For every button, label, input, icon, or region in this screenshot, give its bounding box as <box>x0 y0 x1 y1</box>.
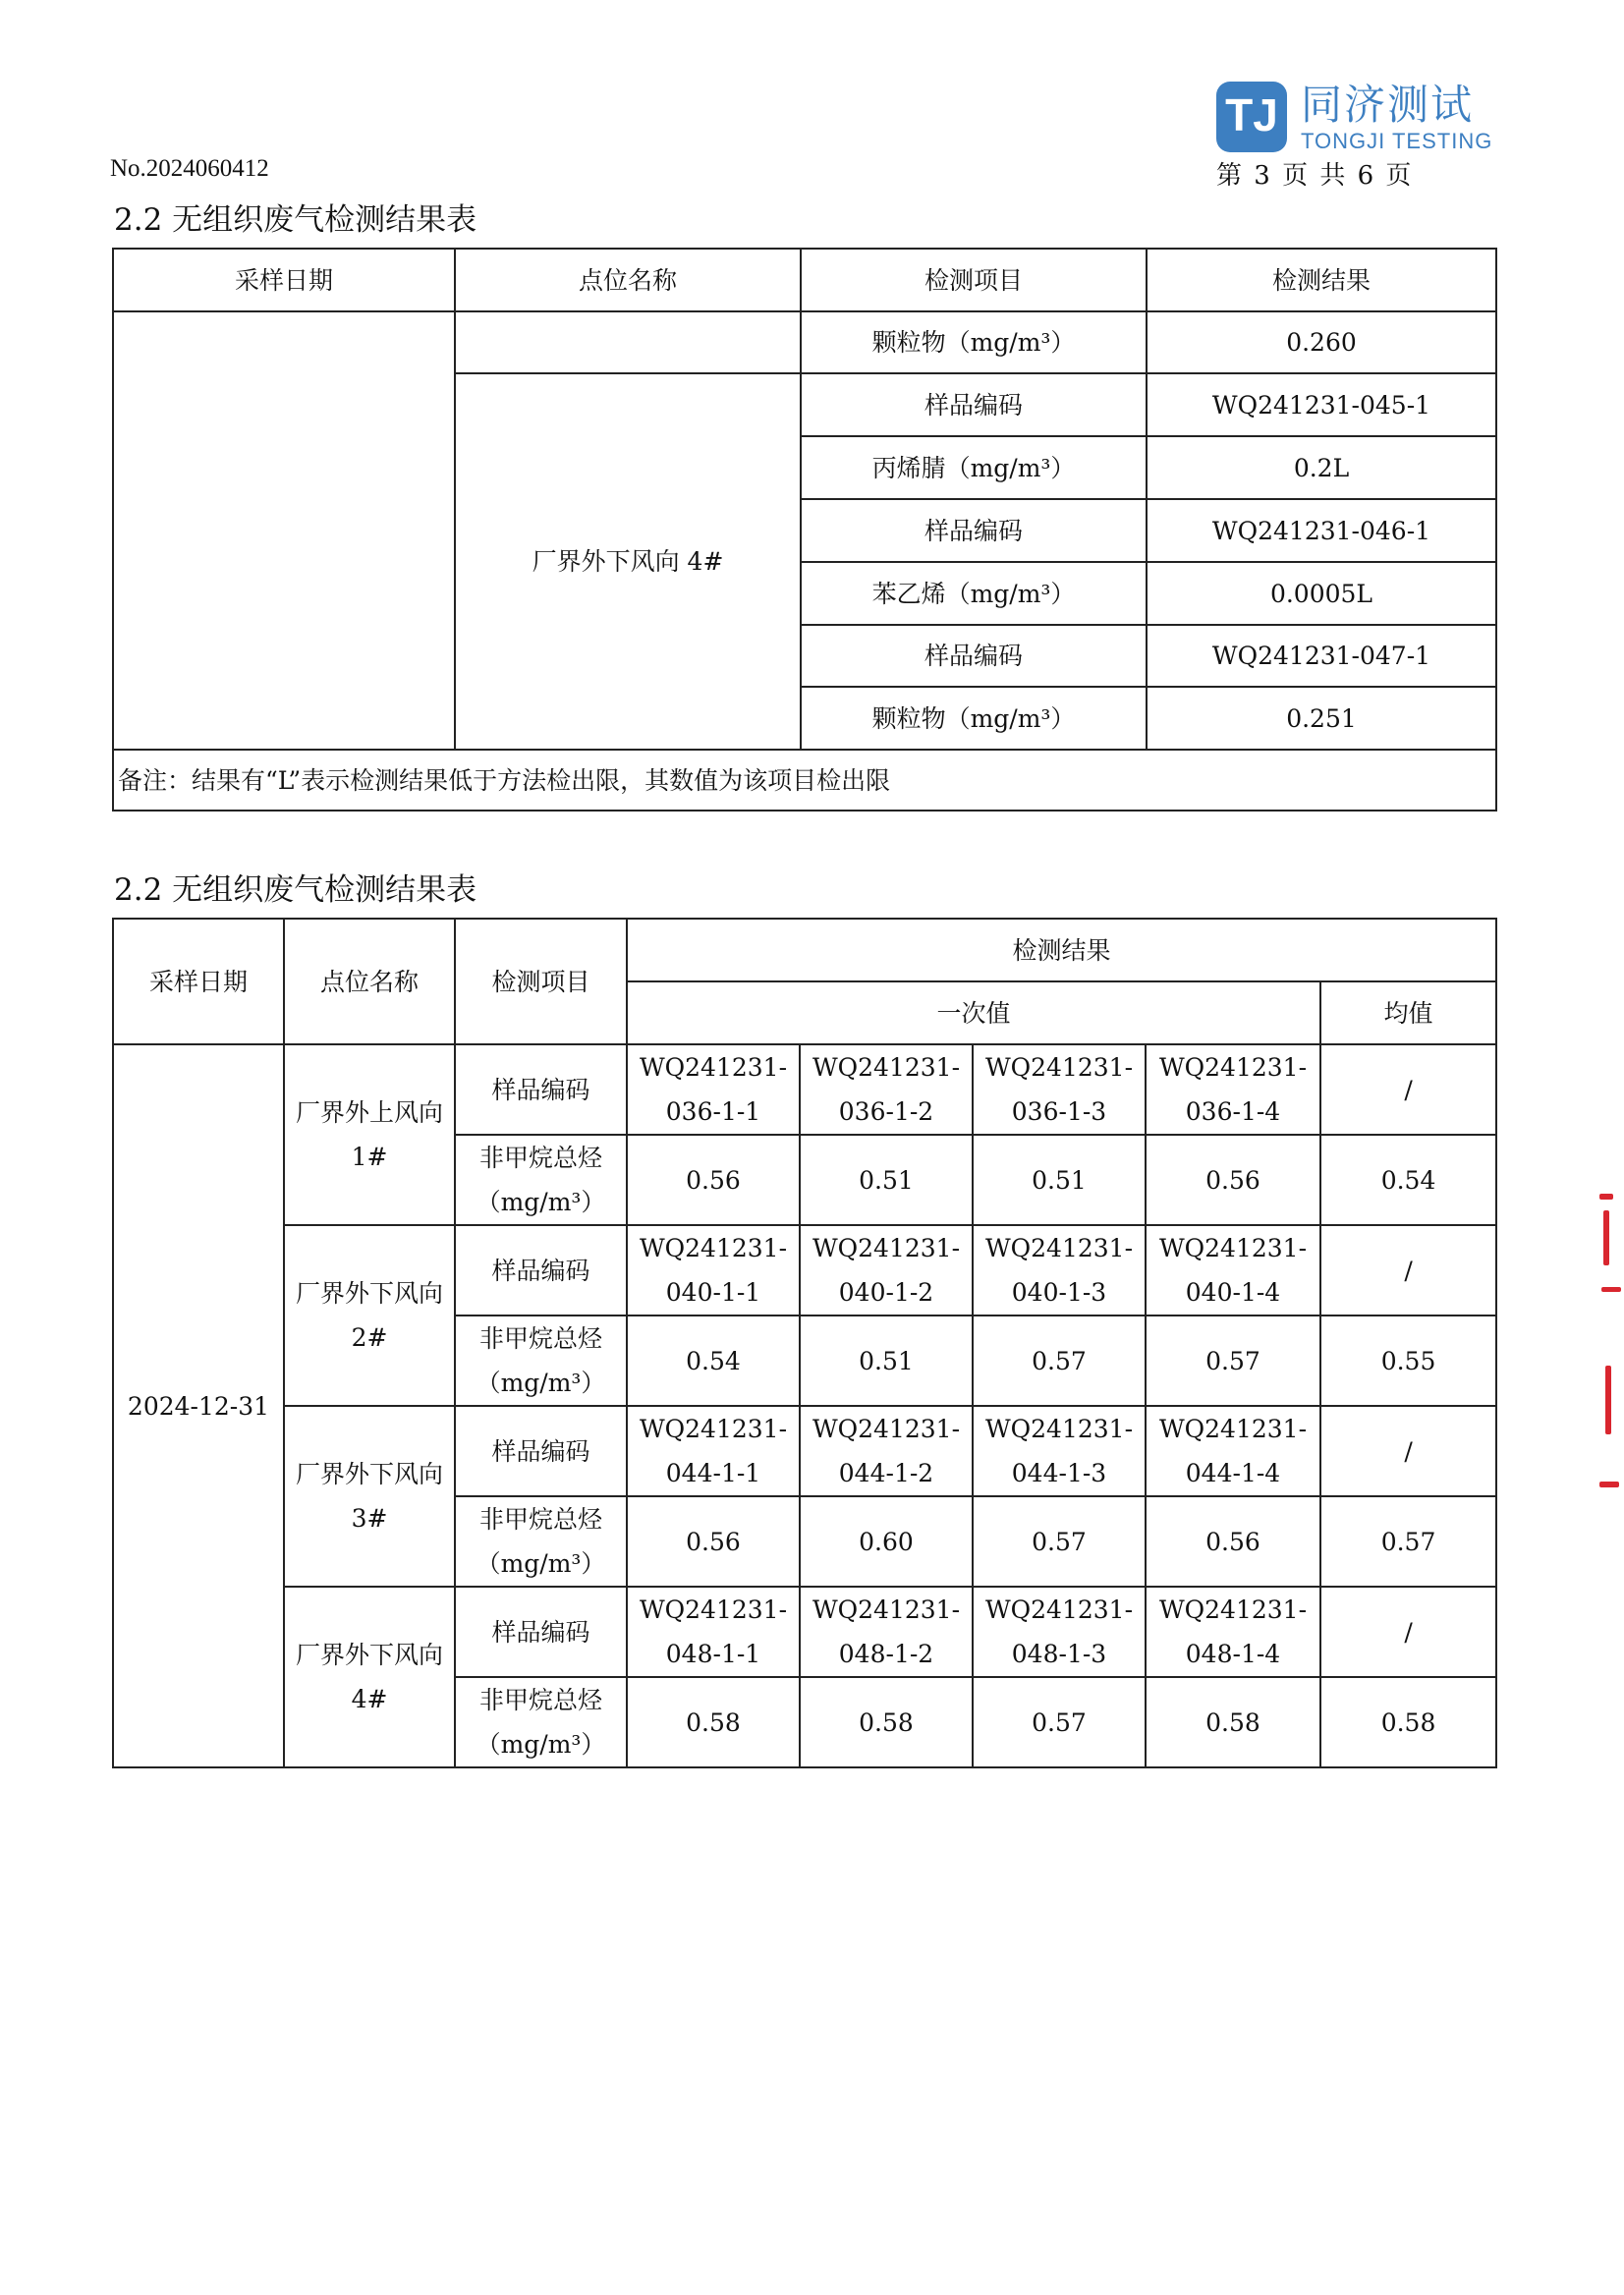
avg-cell: 0.58 <box>1320 1677 1496 1767</box>
location-line-2: 4# <box>351 1685 388 1713</box>
report-number: No.2024060412 <box>110 155 269 182</box>
table2-item-cell <box>455 1135 627 1225</box>
table1-note-row <box>113 750 1496 811</box>
location-line-1: 厂界外上风向 <box>295 1098 443 1127</box>
code-line-1: WQ241231- <box>812 1415 961 1443</box>
table2-header-avg: 均值 <box>1320 981 1496 1044</box>
page-indicator: 第 3 页 共 6 页 <box>1216 161 1414 191</box>
value-cell: 0.51 <box>973 1135 1146 1225</box>
table1-result-cell: WQ241231-045-1 <box>1147 373 1496 436</box>
code-line-2: 036-1-2 <box>838 1097 934 1126</box>
sample-code-cell <box>627 1587 800 1677</box>
sample-code-cell <box>800 1587 973 1677</box>
logo-english-name: TONGJI TESTING <box>1301 129 1493 153</box>
item-line-2: （mg/m³） <box>476 1730 606 1759</box>
location-line-2: 2# <box>351 1323 388 1352</box>
table2-item-cell <box>455 1496 627 1587</box>
code-line-2: 036-1-1 <box>665 1097 761 1126</box>
code-line-1: WQ241231- <box>1158 1234 1308 1262</box>
table2-item-cell <box>455 1315 627 1406</box>
code-line-2: 040-1-3 <box>1011 1278 1107 1307</box>
sample-code-cell <box>973 1044 1146 1135</box>
table1-result-cell: 0.0005L <box>1147 562 1496 625</box>
code-line-1: WQ241231- <box>812 1053 961 1082</box>
sample-code-cell <box>627 1406 800 1496</box>
item-line-1: 非甲烷总烃 <box>478 1686 602 1714</box>
code-avg-cell: / <box>1320 1406 1496 1496</box>
table1-note: 备注：结果有“L”表示检测结果低于方法检出限，其数值为该项目检出限 <box>113 750 1496 811</box>
item-line-2: （mg/m³） <box>476 1549 606 1578</box>
tongji-testing-logo <box>1216 81 1492 153</box>
table1-date-cell <box>113 311 455 750</box>
sample-code-cell <box>973 1406 1146 1496</box>
value-cell: 0.56 <box>1146 1496 1320 1587</box>
location-line-2: 1# <box>351 1143 388 1171</box>
value-cell: 0.56 <box>627 1135 800 1225</box>
table1-result-cell: 0.251 <box>1147 687 1496 750</box>
value-cell: 0.57 <box>973 1315 1146 1406</box>
location-line-1: 厂界外下风向 <box>295 1279 443 1308</box>
table2-code-label: 样品编码 <box>455 1587 627 1677</box>
logo-wordmark <box>1301 81 1492 153</box>
item-line-1: 非甲烷总烃 <box>478 1505 602 1534</box>
table1-location-cell: 厂界外下风向 4# <box>455 373 801 750</box>
sample-code-cell <box>1146 1587 1320 1677</box>
table1-result-cell: WQ241231-046-1 <box>1147 499 1496 562</box>
table2-code-label: 样品编码 <box>455 1225 627 1315</box>
table2-header-item: 检测项目 <box>455 919 627 1044</box>
table2-location-cell <box>284 1587 455 1767</box>
code-line-2: 040-1-1 <box>665 1278 761 1307</box>
location-line-2: 3# <box>351 1504 388 1533</box>
code-line-1: WQ241231- <box>639 1595 788 1624</box>
code-line-2: 048-1-2 <box>838 1640 934 1668</box>
table-row <box>113 1044 1496 1135</box>
table1-results <box>112 248 1497 812</box>
avg-cell: 0.57 <box>1320 1496 1496 1587</box>
code-line-2: 036-1-4 <box>1185 1097 1281 1126</box>
table1-result-cell: 0.260 <box>1147 311 1496 373</box>
code-line-2: 048-1-1 <box>665 1640 761 1668</box>
table2-results <box>112 918 1497 1768</box>
table1-item-cell: 样品编码 <box>801 373 1147 436</box>
logo-mark-letters: TJ <box>1225 89 1278 140</box>
value-cell: 0.57 <box>973 1677 1146 1767</box>
code-line-2: 044-1-3 <box>1011 1459 1107 1487</box>
table-row <box>113 311 1496 373</box>
table1-header-location: 点位名称 <box>455 249 801 311</box>
code-line-1: WQ241231- <box>1158 1053 1308 1082</box>
code-line-1: WQ241231- <box>812 1234 961 1262</box>
avg-cell: 0.55 <box>1320 1315 1496 1406</box>
table1-item-cell: 样品编码 <box>801 625 1147 687</box>
code-line-1: WQ241231- <box>984 1234 1134 1262</box>
table2-location-cell <box>284 1225 455 1406</box>
table1-header-result: 检测结果 <box>1147 249 1496 311</box>
value-cell: 0.56 <box>627 1496 800 1587</box>
value-cell: 0.58 <box>800 1677 973 1767</box>
value-cell: 0.57 <box>1146 1315 1320 1406</box>
code-line-1: WQ241231- <box>1158 1415 1308 1443</box>
table1-header-date: 采样日期 <box>113 249 455 311</box>
sample-code-cell <box>800 1044 973 1135</box>
table2-location-cell <box>284 1406 455 1587</box>
table-row <box>113 1225 1496 1315</box>
code-avg-cell: / <box>1320 1225 1496 1315</box>
item-line-2: （mg/m³） <box>476 1188 606 1216</box>
item-line-2: （mg/m³） <box>476 1369 606 1397</box>
code-line-2: 044-1-1 <box>665 1459 761 1487</box>
table2-title: 2.2 无组织废气检测结果表 <box>114 872 477 908</box>
code-line-1: WQ241231- <box>639 1234 788 1262</box>
code-line-2: 048-1-4 <box>1185 1640 1281 1668</box>
table1-header-row <box>113 249 1496 311</box>
table2-header-row-1 <box>113 919 1496 981</box>
table1-title: 2.2 无组织废气检测结果表 <box>114 202 477 238</box>
sample-code-cell <box>1146 1225 1320 1315</box>
value-cell: 0.57 <box>973 1496 1146 1587</box>
table2-header-location: 点位名称 <box>284 919 455 1044</box>
code-avg-cell: / <box>1320 1044 1496 1135</box>
sample-code-cell <box>1146 1406 1320 1496</box>
sample-code-cell <box>800 1406 973 1496</box>
code-line-2: 040-1-2 <box>838 1278 934 1307</box>
location-line-1: 厂界外下风向 <box>295 1641 443 1669</box>
value-cell: 0.58 <box>627 1677 800 1767</box>
logo-mark-icon <box>1216 82 1287 152</box>
code-line-1: WQ241231- <box>1158 1595 1308 1624</box>
table1-result-cell: 0.2L <box>1147 436 1496 499</box>
code-line-1: WQ241231- <box>812 1595 961 1624</box>
sample-code-cell <box>800 1225 973 1315</box>
table1-item-cell: 苯乙烯（mg/m³） <box>801 562 1147 625</box>
code-avg-cell: / <box>1320 1587 1496 1677</box>
table1-location-cell-blank <box>455 311 801 373</box>
table2-code-label: 样品编码 <box>455 1406 627 1496</box>
table2-header-result: 检测结果 <box>627 919 1496 981</box>
table-row <box>113 1587 1496 1677</box>
table1-item-cell: 颗粒物（mg/m³） <box>801 311 1147 373</box>
table2-header-once: 一次值 <box>627 981 1320 1044</box>
table1-item-cell: 颗粒物（mg/m³） <box>801 687 1147 750</box>
table1-item-cell: 样品编码 <box>801 499 1147 562</box>
table2-item-cell <box>455 1677 627 1767</box>
table2-header-date: 采样日期 <box>113 919 284 1044</box>
logo-chinese-name: 同济测试 <box>1301 81 1475 129</box>
sample-code-cell <box>627 1044 800 1135</box>
table2-code-label: 样品编码 <box>455 1044 627 1135</box>
table2-date-cell: 2024-12-31 <box>113 1044 284 1767</box>
avg-cell: 0.54 <box>1320 1135 1496 1225</box>
sample-code-cell <box>973 1225 1146 1315</box>
code-line-1: WQ241231- <box>639 1053 788 1082</box>
code-line-1: WQ241231- <box>984 1415 1134 1443</box>
table2-location-cell <box>284 1044 455 1225</box>
sample-code-cell <box>627 1225 800 1315</box>
value-cell: 0.56 <box>1146 1135 1320 1225</box>
value-cell: 0.60 <box>800 1496 973 1587</box>
code-line-1: WQ241231- <box>639 1415 788 1443</box>
value-cell: 0.54 <box>627 1315 800 1406</box>
item-line-1: 非甲烷总烃 <box>478 1144 602 1172</box>
sample-code-cell <box>1146 1044 1320 1135</box>
value-cell: 0.58 <box>1146 1677 1320 1767</box>
table1-result-cell: WQ241231-047-1 <box>1147 625 1496 687</box>
item-line-1: 非甲烷总烃 <box>478 1324 602 1353</box>
code-line-2: 044-1-2 <box>838 1459 934 1487</box>
code-line-2: 048-1-3 <box>1011 1640 1107 1668</box>
code-line-2: 040-1-4 <box>1185 1278 1281 1307</box>
code-line-1: WQ241231- <box>984 1595 1134 1624</box>
value-cell: 0.51 <box>800 1135 973 1225</box>
table1-header-item: 检测项目 <box>801 249 1147 311</box>
code-line-2: 036-1-3 <box>1011 1097 1107 1126</box>
code-line-1: WQ241231- <box>984 1053 1134 1082</box>
code-line-2: 044-1-4 <box>1185 1459 1281 1487</box>
value-cell: 0.51 <box>800 1315 973 1406</box>
table1-item-cell: 丙烯腈（mg/m³） <box>801 436 1147 499</box>
location-line-1: 厂界外下风向 <box>295 1460 443 1488</box>
sample-code-cell <box>973 1587 1146 1677</box>
table-row <box>113 1406 1496 1496</box>
